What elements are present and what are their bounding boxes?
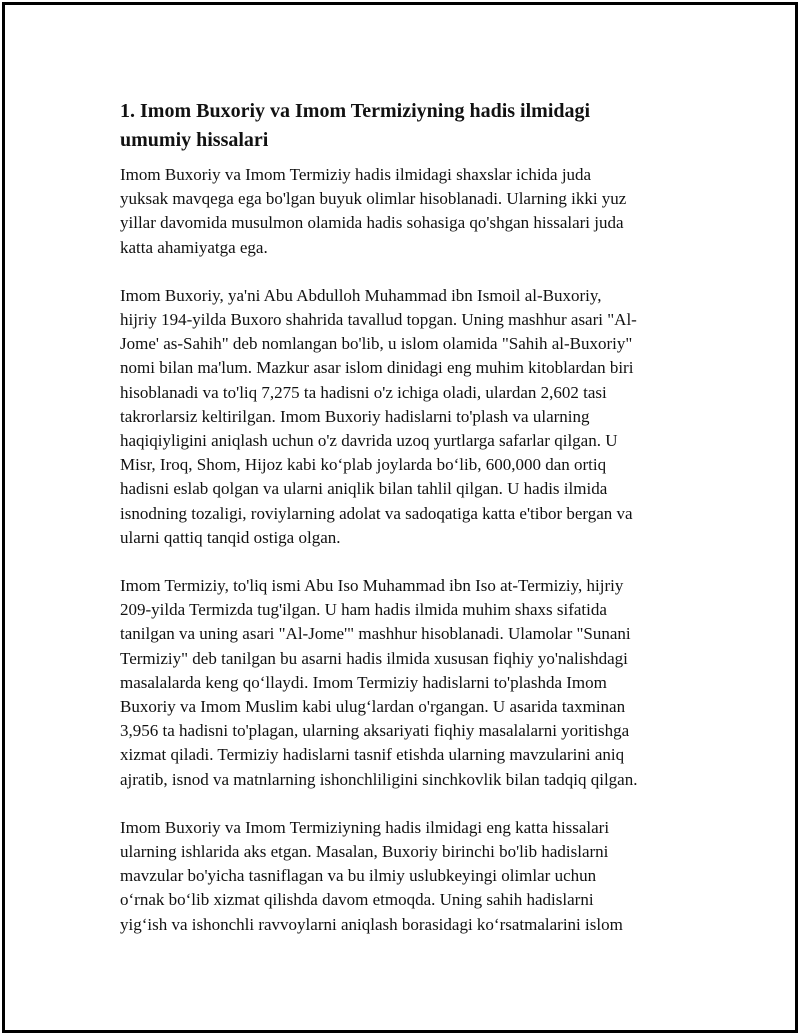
page-frame — [2, 2, 798, 1033]
document-body — [120, 97, 685, 961]
paragraph-imom-termiziy: Imom Termiziy, to'liq ismi Abu Iso Muhammad ibn Iso at-Termiziy, hijriy 209-yilda Termizda tug'ilgan. U ham hadis ilmida muhim shaxs sifatida tanilgan va uning asari "Al-Jome'" mashhur hisoblanadi. Ulamolar "Sunani Termiziy" deb tanilgan bu asarni hadis ilmida xususan fiqhiy yo'nalishdagi masalalarda keng qo‘llaydi. Imom Termiziy hadislarni to'plashda Imom Buxoriy va Imom Muslim kabi ulug‘lardan o'rgangan. U asarida taxminan 3,956 ta hadisni to'plagan, ularning aksariyati fiqhiy masalalarni yoritishga xizmat qiladi. Termiziy hadislarni tasnif etishda ularning mavzularini aniq ajratib, isnod va matnlarning ishonchliligini sinchkovlik bilan tadqiq qilgan. — [120, 576, 638, 789]
paragraph-contributions: Imom Buxoriy va Imom Termiziyning hadis ilmidagi eng katta hissalari ularning ishlarida aks etgan. Masalan, Buxoriy birinchi bo'lib hadislarni mavzular bo'yicha tasniflagan va bu ilmiy uslubkeyingi olimlar uchun o‘rnak bo‘lib xizmat qilishda davom etmoqda. Uning sahih hadislarni yig‘ish va ishonchli ravvoylarni aniqlash borasidagi ko‘rsatmalarini islom — [120, 817, 623, 934]
section-heading: 1. Imom Buxoriy va Imom Termiziyning hadis ilmidagi umumiy hissalari — [120, 100, 591, 151]
paragraph-imom-buxoriy: Imom Buxoriy, ya'ni Abu Abdulloh Muhammad ibn Ismoil al-Buxoriy, hijriy 194-yilda Buxoro shahrida tavallud topgan. Uning mashhur asari "Al- Jome' as-Sahih" deb nomlangan bo'lib, u islom olamida "Sahih al-Buxoriy" nomi bilan ma'lum. Mazkur asar islom dinidagi eng muhim kitoblardan biri hisoblanadi va to'liq 7,275 ta hadisni o'z ichiga oladi, ulardan 2,602 tasi takrorlarsiz keltirilgan. Imom Buxoriy hadislarni to'plash va ularning haqiqiyligini aniqlash uchun o'z davrida uzoq yurtlarga safarlar qilgan. U Misr, Iroq, Shom, Hijoz kabi ko‘plab joylarda bo‘lib, 600,000 dan ortiq hadisni eslab qolgan va ularni aniqlik bilan tahlil qilgan. U hadis ilmida isnodning tozaligi, roviylarning adolat va sadoqatiga katta e'tibor bergan va ularni qattiq tanqid ostiga olgan. — [120, 285, 637, 547]
paragraph-intro: Imom Buxoriy va Imom Termiziy hadis ilmidagi shaxslar ichida juda yuksak mavqega ega bo'lgan buyuk olimlar hisoblanadi. Ularning ikki yuz yillar davomida musulmon olamida hadis sohasiga qo'shgan hissalari juda katta ahamiyatga ega. — [120, 165, 627, 257]
